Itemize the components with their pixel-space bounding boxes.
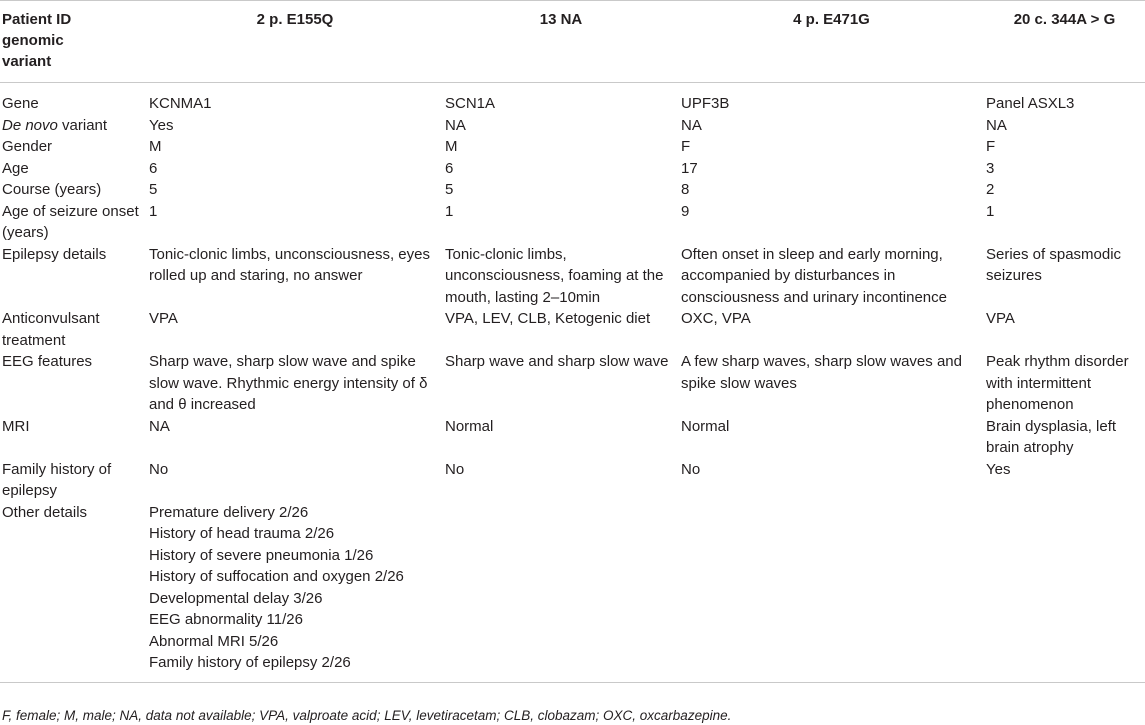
row-label: Epilepsy details — [2, 245, 107, 263]
table-cell: NA — [681, 116, 702, 134]
row-label: De novo variant — [2, 116, 108, 134]
table-row — [0, 179, 1145, 201]
table-row — [0, 244, 1145, 309]
other-details-list — [149, 502, 441, 674]
table-cell: 1 — [986, 202, 995, 220]
table-cell: Sharp wave and sharp slow wave — [445, 353, 669, 370]
header-patient-id: Patient ID genomic variant — [0, 1, 147, 83]
table-cell: NA — [149, 417, 170, 435]
row-label: EEG features — [2, 353, 93, 370]
table-cell: F — [986, 138, 996, 155]
table-cell: Tonic-clonic limbs, unconsciousness, foaming at the mouth, lasting 2–10min — [445, 245, 664, 306]
row-label: Course (years) — [2, 181, 102, 198]
table-row — [0, 351, 1145, 416]
table-cell: NA — [986, 116, 1007, 134]
row-label-italic: De novo — [2, 116, 58, 134]
table-cell: M — [445, 138, 458, 155]
row-label: Other details — [0, 502, 147, 683]
table-footnote: F, female; M, male; NA, data not available; VPA, valproate acid; LEV, levetiracetam; CLB, clobazam; OXC, oxcarbazepine. — [2, 708, 732, 723]
table-cell: Often onset in sleep and early morning, accompanied by disturbances in consciousness and urinary incontinence — [681, 245, 947, 306]
table-row — [0, 308, 1145, 351]
other-details-cell — [147, 502, 443, 683]
list-item: Developmental delay 3/26 — [149, 589, 323, 607]
list-item: History of head trauma 2/26 — [149, 525, 335, 542]
table-cell: SCN1A — [445, 95, 496, 112]
table-cell: 6 — [149, 159, 158, 177]
list-item: History of suffocation and oxygen 2/26 — [149, 568, 404, 585]
header-patient-20: 20 c. 344A > G — [984, 1, 1145, 83]
table-cell: 2 — [986, 181, 995, 198]
table-cell — [984, 502, 1145, 683]
table-row — [0, 201, 1145, 244]
table-row — [0, 459, 1145, 502]
table-cell: Yes — [149, 116, 174, 134]
table-cell: 1 — [149, 202, 158, 220]
list-item: Family history of epilepsy 2/26 — [149, 654, 351, 671]
table-cell: VPA — [986, 310, 1015, 327]
row-label: Gene — [2, 95, 39, 112]
table-cell: Panel ASXL3 — [986, 95, 1075, 112]
header-patient-13: 13 NA — [443, 1, 679, 83]
table-cell: F — [681, 138, 691, 155]
table-row — [0, 115, 1145, 137]
table-cell: 8 — [681, 181, 690, 198]
table-cell — [443, 502, 679, 683]
list-item: Premature delivery 2/26 — [149, 503, 309, 521]
table-cell: No — [681, 460, 701, 478]
table-cell: 1 — [445, 202, 454, 220]
table-cell: Yes — [986, 460, 1011, 478]
table-row — [0, 83, 1145, 115]
table-cell: 5 — [445, 181, 454, 198]
table-cell: No — [149, 460, 169, 478]
list-item: EEG abnormality 11/26 — [149, 611, 303, 628]
table-cell: 6 — [445, 159, 454, 177]
row-label: Age — [2, 159, 29, 177]
table-cell: VPA — [149, 310, 178, 327]
header-patient-4: 4 p. E471G — [679, 1, 984, 83]
header-patient-2: 2 p. E155Q — [147, 1, 443, 83]
list-item: History of severe pneumonia 1/26 — [149, 546, 374, 564]
row-label: MRI — [2, 417, 30, 435]
table-cell: Normal — [445, 417, 494, 435]
table-row — [0, 136, 1145, 158]
table-cell: No — [445, 460, 465, 478]
table-cell: UPF3B — [681, 95, 730, 112]
table-body — [0, 83, 1145, 683]
row-label: Anticonvulsant treatment — [2, 310, 100, 349]
table-cell: 3 — [986, 159, 995, 177]
table-row — [0, 158, 1145, 180]
table-cell: OXC, VPA — [681, 310, 751, 327]
row-label: Gender — [2, 138, 53, 155]
row-label: Age of seizure onset (years) — [2, 202, 139, 241]
table-cell: NA — [445, 116, 466, 134]
table-cell: Series of spasmodic seizures — [986, 245, 1122, 284]
table-cell: KCNMA1 — [149, 95, 212, 112]
row-label: Family history of epilepsy — [2, 460, 112, 499]
table-cell: Tonic-clonic limbs, unconsciousness, eyes rolled up and staring, no answer — [149, 245, 430, 284]
table-cell: 5 — [149, 181, 158, 198]
table-header-row — [0, 1, 1145, 83]
list-item: Abnormal MRI 5/26 — [149, 632, 279, 650]
table-row-other-details — [0, 502, 1145, 683]
table-cell: 9 — [681, 202, 690, 220]
table-cell: Peak rhythm disorder with intermittent phenomenon — [986, 353, 1129, 413]
table-cell: VPA, LEV, CLB, Ketogenic diet — [445, 310, 651, 327]
table-cell: A few sharp waves, sharp slow waves and spike slow waves — [681, 353, 962, 392]
table-cell: Sharp wave, sharp slow wave and spike slow wave. Rhythmic energy intensity of δ and θ increased — [149, 353, 428, 413]
table-cell: Normal — [681, 417, 730, 435]
table-row — [0, 416, 1145, 459]
table-cell: Brain dysplasia, left brain atrophy — [986, 417, 1117, 456]
table-cell: 17 — [681, 159, 698, 177]
table-cell — [679, 502, 984, 683]
table-cell: M — [149, 138, 162, 155]
